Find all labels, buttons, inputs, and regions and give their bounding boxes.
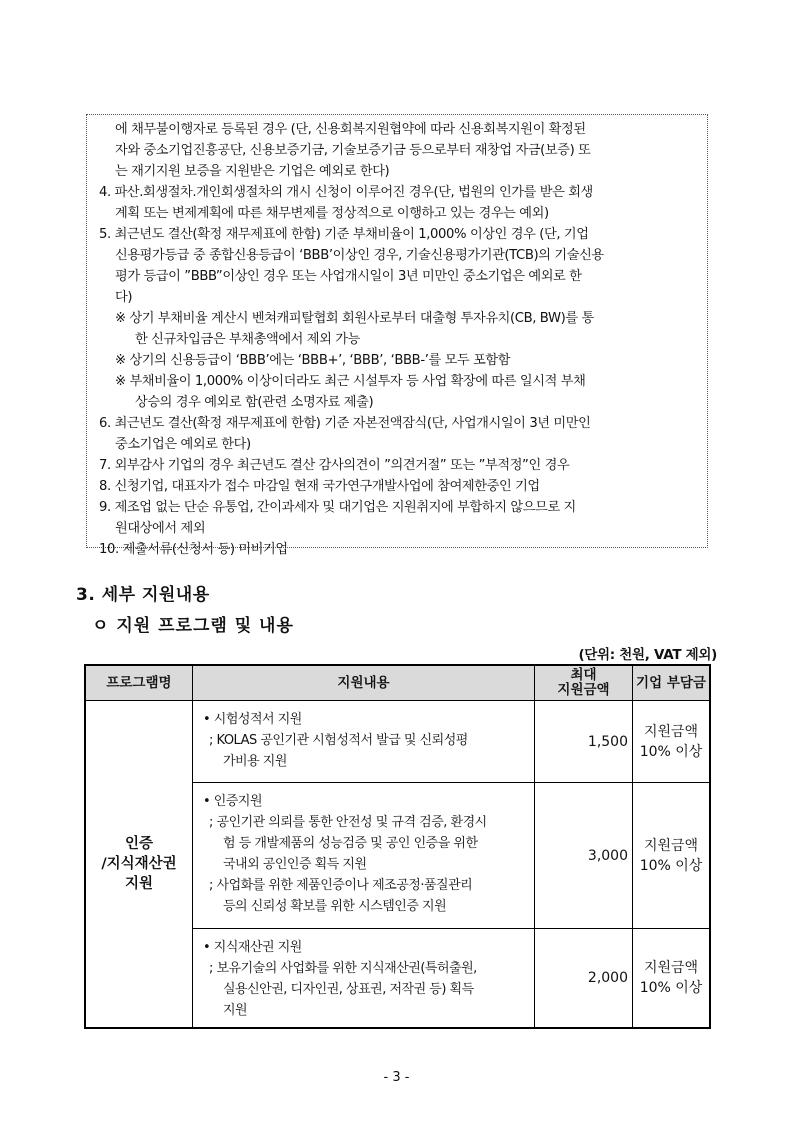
criteria-line: 다)	[115, 290, 133, 305]
content-bullet: • 시험성적서 지원	[203, 712, 302, 727]
criteria-line: 원대상에서 제외	[115, 521, 206, 536]
share-line1: 지원금액	[643, 837, 699, 854]
criteria-line: 자와 중소기업진흥공단, 신용보증기금, 기술보증기금 등으로부터 재창업 자금(보증) 또	[115, 143, 591, 158]
criteria-line: 한 신규차입금은 부채총액에서 제외 가능	[135, 332, 360, 347]
content-detail: 가비용 지원	[223, 754, 287, 769]
content-cell	[193, 783, 535, 929]
program-name-line1: 인증	[124, 836, 153, 852]
criteria-line: ※ 상기의 신용등급이 ‘BBB’에는 ‘BBB+’, ‘BBB’, ‘BBB-’를 모두 포함함	[115, 353, 511, 368]
table-row	[85, 701, 710, 783]
criteria-line: 계획 또는 변제계획에 따른 채무변제를 정상적으로 이행하고 있는 경우는 예외)	[115, 206, 549, 221]
content-detail: ; KOLAS 공인기관 시험성적서 발급 및 신뢰성평	[209, 733, 468, 748]
program-name-line3: 지원	[124, 876, 153, 892]
criteria-line: 7. 외부감사 기업의 경우 최근년도 결산 감사의견이 ”의견거절” 또는 ”부적정”인 경우	[99, 458, 570, 473]
header-content: 지원내용	[193, 665, 535, 701]
content-detail: 지원	[223, 1003, 248, 1018]
share-line2: 10% 이상	[639, 743, 703, 760]
content-detail: ; 보유기술의 사업화를 위한 지식재산권(특허출원,	[209, 961, 477, 976]
header-company-share: 기업 부담금	[633, 665, 711, 701]
amount-cell: 3,000	[535, 783, 633, 929]
share-line1: 지원금액	[643, 723, 699, 740]
criteria-line: ※ 상기 부채비율 계산시 벤쳐캐피탈협회 회원사로부터 대출형 투자유치(CB, BW)를 통	[115, 311, 594, 326]
section-title: 3. 세부 지원내용	[76, 585, 210, 605]
criteria-line: 8. 신청기업, 대표자가 접수 마감일 현재 국가연구개발사업에 참여제한중인 기업	[99, 479, 540, 494]
amount-cell: 1,500	[535, 701, 633, 783]
content-detail: ; 공인기관 의뢰를 통한 안전성 및 규격 검증, 환경시	[209, 815, 487, 830]
program-name-cell	[85, 701, 193, 1029]
support-table	[84, 664, 711, 1029]
header-max-amount-line1: 최대	[570, 667, 597, 683]
table-header-row	[85, 665, 710, 701]
amount-cell: 2,000	[535, 929, 633, 1029]
criteria-line: 평가 등급이 ”BBB”이상인 경우 또는 사업개시일이 3년 미만인 중소기업은 예외로 한	[115, 269, 582, 284]
header-max-amount	[535, 665, 633, 701]
content-detail: ; 사업화를 위한 제품인증이나 제조공정·품질관리	[209, 878, 473, 893]
criteria-line: 는 재기지원 보증을 지원받은 기업은 예외로 한다)	[115, 164, 390, 179]
criteria-line: ※ 부채비율이 1,000% 이상이더라도 최근 시설투자 등 사업 확장에 따른 일시적 부채	[115, 374, 586, 389]
content-detail: 험 등 개발제품의 성능검증 및 공인 인증을 위한	[223, 836, 478, 851]
share-cell	[633, 701, 711, 783]
criteria-line: 9. 제조업 없는 단순 유통업, 간이과세자 및 대기업은 지원취지에 부합하지 않으므로 지	[99, 500, 576, 515]
page-number: - 3 -	[383, 1070, 410, 1085]
content-detail: 국내외 공인인증 획득 지원	[223, 857, 367, 872]
content-bullet: • 인증지원	[203, 794, 263, 809]
criteria-line: 상승의 경우 예외로 함(관련 소명자료 제출)	[135, 395, 374, 410]
criteria-line: 4. 파산.회생절차.개인회생절차의 개시 신청이 이루어진 경우(단, 법원의 인가를 받은 회생	[99, 185, 593, 200]
content-detail: 실용신안권, 디자인권, 상표권, 저작권 등) 획득	[223, 982, 474, 997]
share-cell	[633, 929, 711, 1029]
program-name-line2: /지식재산권	[101, 856, 177, 872]
criteria-line: 신용평가등급 중 종합신용등급이 ‘BBB’이상인 경우, 기술신용평가기관(TCB)의 기술신용	[115, 248, 604, 263]
header-max-amount-line2: 지원금액	[557, 682, 610, 698]
criteria-line: 에 채무불이행자로 등록된 경우 (단, 신용회복지원협약에 따라 신용회복지원이 확정된	[115, 122, 586, 137]
content-detail: 등의 신뢰성 확보를 위한 시스템인증 지원	[223, 899, 447, 914]
share-line2: 10% 이상	[639, 980, 703, 996]
criteria-line: 중소기업은 예외로 한다)	[115, 437, 251, 452]
section-subtitle: ㅇ 지원 프로그램 및 내용	[92, 616, 294, 636]
share-line1: 지원금액	[643, 960, 699, 976]
share-line2: 10% 이상	[639, 857, 703, 874]
content-cell	[193, 929, 535, 1029]
share-cell	[633, 783, 711, 929]
criteria-line: 10. 제출서류(신청서 등) 미비기업	[99, 542, 288, 557]
criteria-line: 5. 최근년도 결산(확정 재무제표에 한함) 기준 부채비율이 1,000% 이상인 경우 (단, 기업	[99, 227, 589, 242]
criteria-line: 6. 최근년도 결산(확정 재무제표에 한함) 기준 자본전액잠식(단, 사업개시일이 3년 미만인	[99, 416, 591, 431]
content-cell	[193, 701, 535, 783]
unit-note: (단위: 천원, VAT 제외)	[578, 647, 717, 663]
criteria-box	[86, 114, 708, 557]
header-program: 프로그램명	[85, 665, 193, 701]
content-bullet: • 지식재산권 지원	[203, 940, 302, 955]
